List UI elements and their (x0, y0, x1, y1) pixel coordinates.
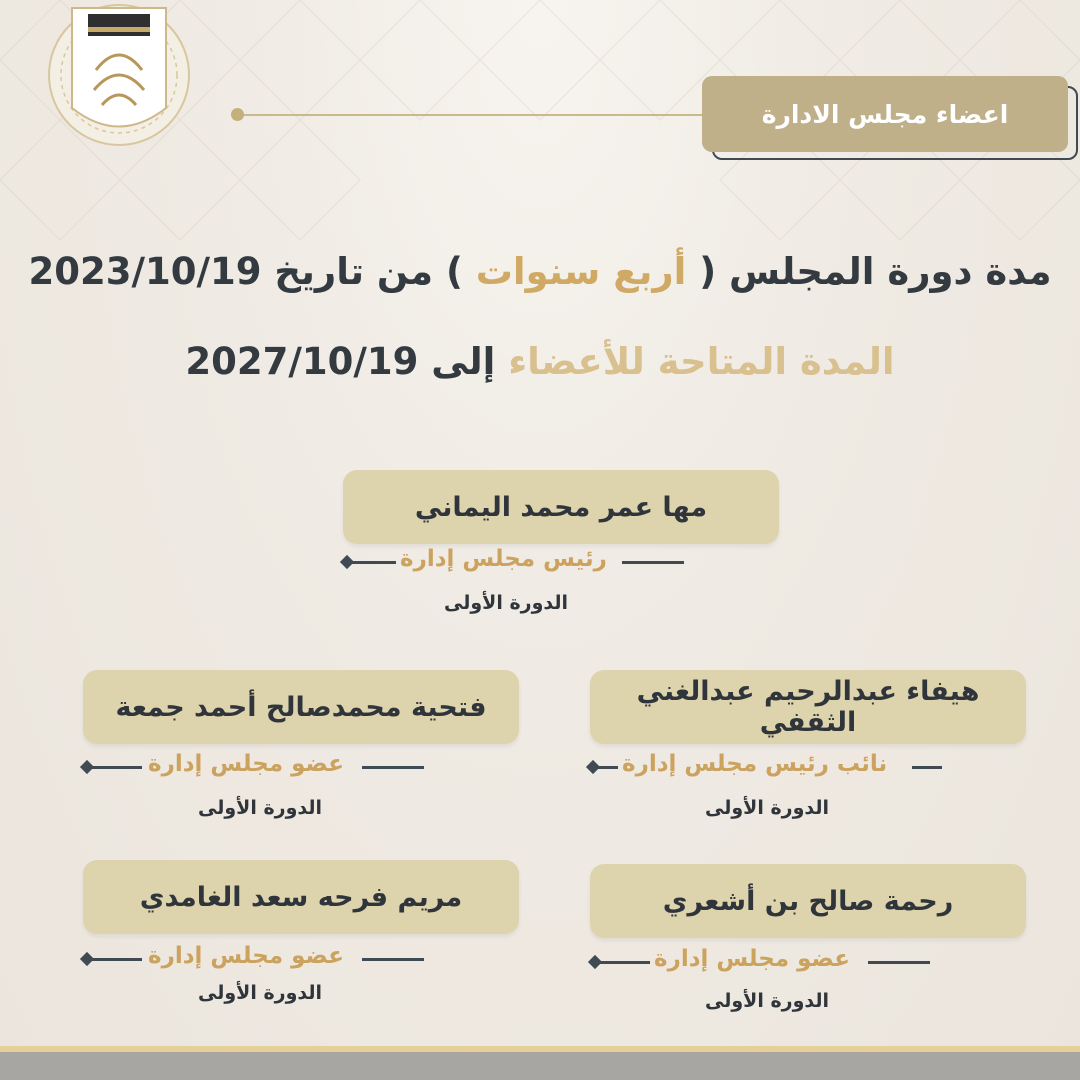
diamond-marker (80, 952, 94, 966)
role-dash-right (912, 766, 942, 769)
role-dash-left (600, 961, 650, 964)
member-term: الدورة الأولى (705, 990, 830, 1012)
diamond-marker (586, 760, 600, 774)
member-name: مها عمر محمد اليماني (343, 470, 779, 544)
member-term-end: إلى 2027/10/19 (185, 340, 509, 383)
member-name: هيفاء عبدالرحيم عبدالغني الثقفي (590, 670, 1026, 744)
member-role: عضو مجلس إدارة (148, 751, 344, 777)
member-term: الدورة الأولى (198, 982, 323, 1004)
role-dash-left (92, 958, 142, 961)
member-role: عضو مجلس إدارة (654, 946, 850, 972)
diamond-marker (80, 760, 94, 774)
member-card-member (590, 864, 1026, 938)
role-dash-right (622, 561, 684, 564)
term-prefix: مدة دورة المجلس ( (699, 250, 1052, 293)
member-card-vice-chair (590, 670, 1026, 744)
role-dash-left (92, 766, 142, 769)
member-role: عضو مجلس إدارة (148, 943, 344, 969)
member-term: الدورة الأولى (444, 592, 569, 614)
term-start: ) من تاريخ 2023/10/19 (28, 250, 463, 293)
member-role: رئيس مجلس إدارة (400, 546, 607, 572)
header-divider-line (238, 114, 708, 116)
member-name: رحمة صالح بن أشعري (590, 864, 1026, 938)
member-term-line (0, 340, 1080, 383)
member-name: مريم فرحه سعد الغامدي (83, 860, 519, 934)
logo-emblem (44, 0, 194, 150)
member-term: الدورة الأولى (705, 797, 830, 819)
member-name: فتحية محمدصالح أحمد جمعة (83, 670, 519, 744)
page-title: اعضاء مجلس الادارة (702, 76, 1068, 152)
role-dash-left (598, 766, 618, 769)
member-card-member (83, 860, 519, 934)
member-term: الدورة الأولى (198, 797, 323, 819)
header-dot (231, 108, 244, 121)
member-term-label: المدة المتاحة للأعضاء (508, 340, 895, 383)
council-term-line (0, 250, 1080, 293)
member-card-member (83, 670, 519, 744)
role-dash-left (352, 561, 396, 564)
diamond-marker (588, 955, 602, 969)
role-dash-right (868, 961, 930, 964)
role-dash-right (362, 958, 424, 961)
member-role: نائب رئيس مجلس إدارة (622, 751, 888, 777)
term-duration: أربع سنوات (462, 250, 700, 293)
member-card-chair (343, 470, 779, 544)
diamond-marker (340, 555, 354, 569)
role-dash-right (362, 766, 424, 769)
footer-gray-bar (0, 1052, 1080, 1080)
